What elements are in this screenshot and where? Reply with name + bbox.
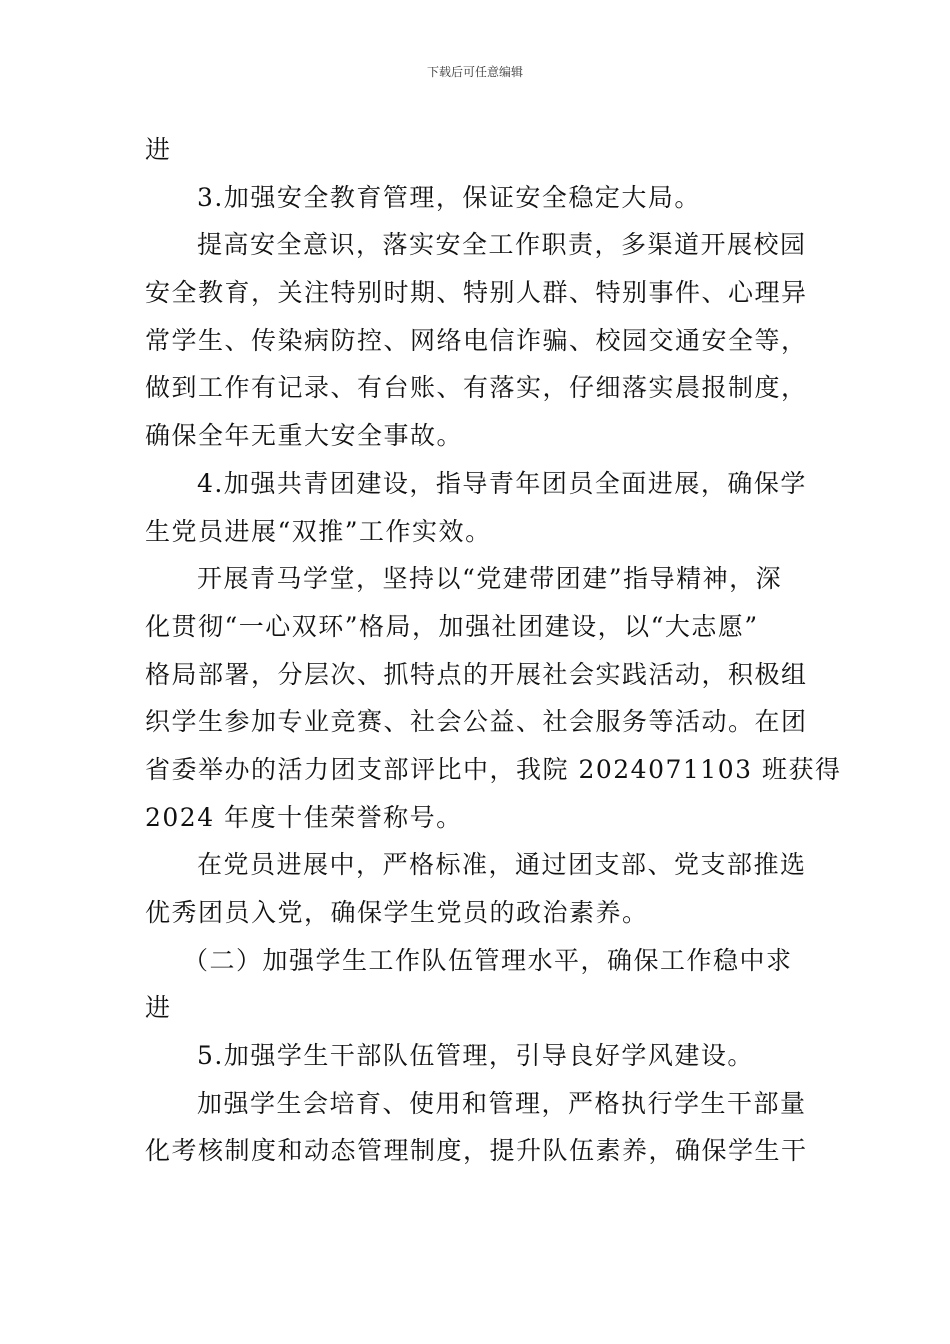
- text-line: 格局部署，分层次、抓特点的开展社会实践活动，积极组: [145, 659, 808, 689]
- text-line: 确保全年无重大安全事故。: [145, 421, 464, 451]
- text-line: 省委举办的活力团支部评比中，我院 2024071103 班获得: [145, 754, 842, 784]
- section-heading: 3.加强安全教育管理，保证安全稳定大局。: [197, 182, 701, 212]
- text-line: 进: [145, 993, 172, 1023]
- text-line: 安全教育，关注特别时期、特别人群、特别事件、心理异: [145, 278, 808, 308]
- text-line: 做到工作有记录、有台账、有落实，仔细落实晨报制度，: [145, 373, 808, 403]
- text-line: 常学生、传染病防控、网络电信诈骗、校园交通安全等，: [145, 325, 808, 355]
- section-heading: （二）加强学生工作队伍管理水平，确保工作稳中求: [183, 945, 793, 975]
- section-heading: 4.加强共青团建设，指导青年团员全面进展，确保学: [197, 468, 807, 498]
- text-line: 生党员进展“双推”工作实效。: [145, 516, 492, 546]
- text-line: 化贯彻“一心双环”格局，加强社团建设，以“大志愿”: [145, 611, 759, 641]
- text-line: 进: [145, 135, 172, 164]
- text-line: 化考核制度和动态管理制度，提升队伍素养，确保学生干: [145, 1136, 808, 1166]
- text-line: 在党员进展中，严格标准，通过团支部、党支部推选: [197, 850, 807, 880]
- text-line: 2024 年度十佳荣誉称号。: [145, 802, 463, 832]
- text-line: 开展青马学堂，坚持以“党建带团建”指导精神，深: [197, 564, 783, 594]
- text-line: 织学生参加专业竞赛、社会公益、社会服务等活动。在团: [145, 707, 808, 737]
- text-line: 加强学生会培育、使用和管理，严格执行学生干部量: [197, 1088, 807, 1118]
- text-line: 提高安全意识，落实安全工作职责，多渠道开展校园: [197, 230, 807, 260]
- page-header-note: 下载后可任意编辑: [426, 65, 523, 79]
- document-body: [145, 126, 842, 1175]
- text-line: 优秀团员入党，确保学生党员的政治素养。: [145, 898, 649, 927]
- section-heading: 5.加强学生干部队伍管理，引导良好学风建设。: [197, 1041, 754, 1071]
